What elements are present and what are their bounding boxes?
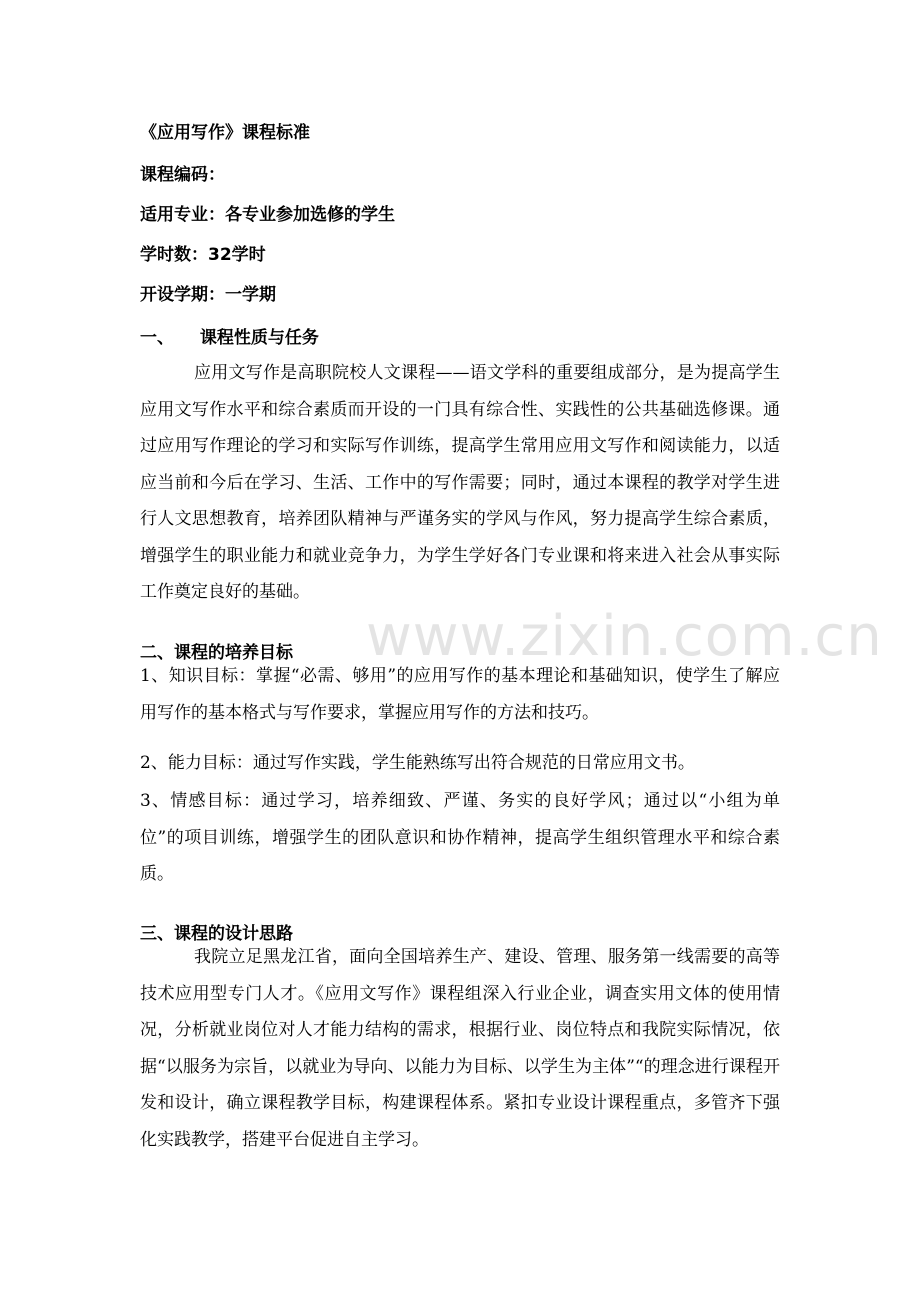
course-code: 课程编码： (140, 165, 225, 185)
section1-body: 应用文写作是高职院校人文课程——语文学科的重要组成部分，是为提高学生应用文写作水平和综合素质而开设的一门具有综合性、实践性的公共基础选修课。通过应用写作理论的学习和实际写作训练，提高学生常用应用文写作和阅读能力，以适应当前和今后在学习、生活、工作中的写作需要；同时，通过本课程的教学对学生进行人文思想教育，培养团队精神与严谨务实的学风与作风，努力提高学生综合素质，增强学生的职业能力和就业竞争力，为学生学好各门专业课和将来进入社会从事实际工作奠定良好的基础。 (140, 363, 780, 602)
section2-item: 3、情感目标：通过学习，培养细致、严谨、务实的良好学风；通过以“小组为单位”的项目训练，增强学生的团队意识和协作精神，提高学生组织管理水平和综合素质。 (140, 791, 780, 884)
semester: 开设学期：一学期 (140, 285, 276, 305)
section2-item: 1、知识目标：掌握“必需、够用”的应用写作的基本理论和基础知识，使学生了解应用写作的基本格式与写作要求，掌握应用写作的方法和技巧。 (140, 666, 780, 723)
section2-item: 2、能力目标：通过写作实践，学生能熟练写出符合规范的日常应用文书。 (140, 753, 695, 773)
section1-number: 一、 (140, 328, 174, 348)
section1-heading-row (140, 323, 319, 348)
section3-body: 我院立足黑龙江省，面向全国培养生产、建设、管理、服务第一线需要的高等技术应用型专门人才。《应用文写作》课程组深入行业企业，调查实用文体的使用情况，分析就业岗位对人才能力结构的需求，根据行业、岗位特点和我院实际情况，依据“以服务为宗旨，以就业为导向、以能力为目标、以学生为主体”“的理念进行课程开发和设计，确立课程教学目标，构建课程体系。紧扣专业设计课程重点，多管齐下强化实践教学，搭建平台促进自主学习。 (140, 947, 780, 1150)
credit-hours: 学时数：32学时 (140, 245, 266, 265)
doc-title: 《应用写作》课程标准 (140, 123, 310, 143)
watermark: www.zixin.com.cn (366, 604, 883, 669)
section2-heading: 二、课程的培养目标 (140, 643, 293, 663)
section1-heading: 课程性质与任务 (199, 328, 319, 348)
section3-heading: 三、课程的设计思路 (140, 924, 293, 944)
applicable-major: 适用专业：各专业参加选修的学生 (140, 205, 395, 225)
